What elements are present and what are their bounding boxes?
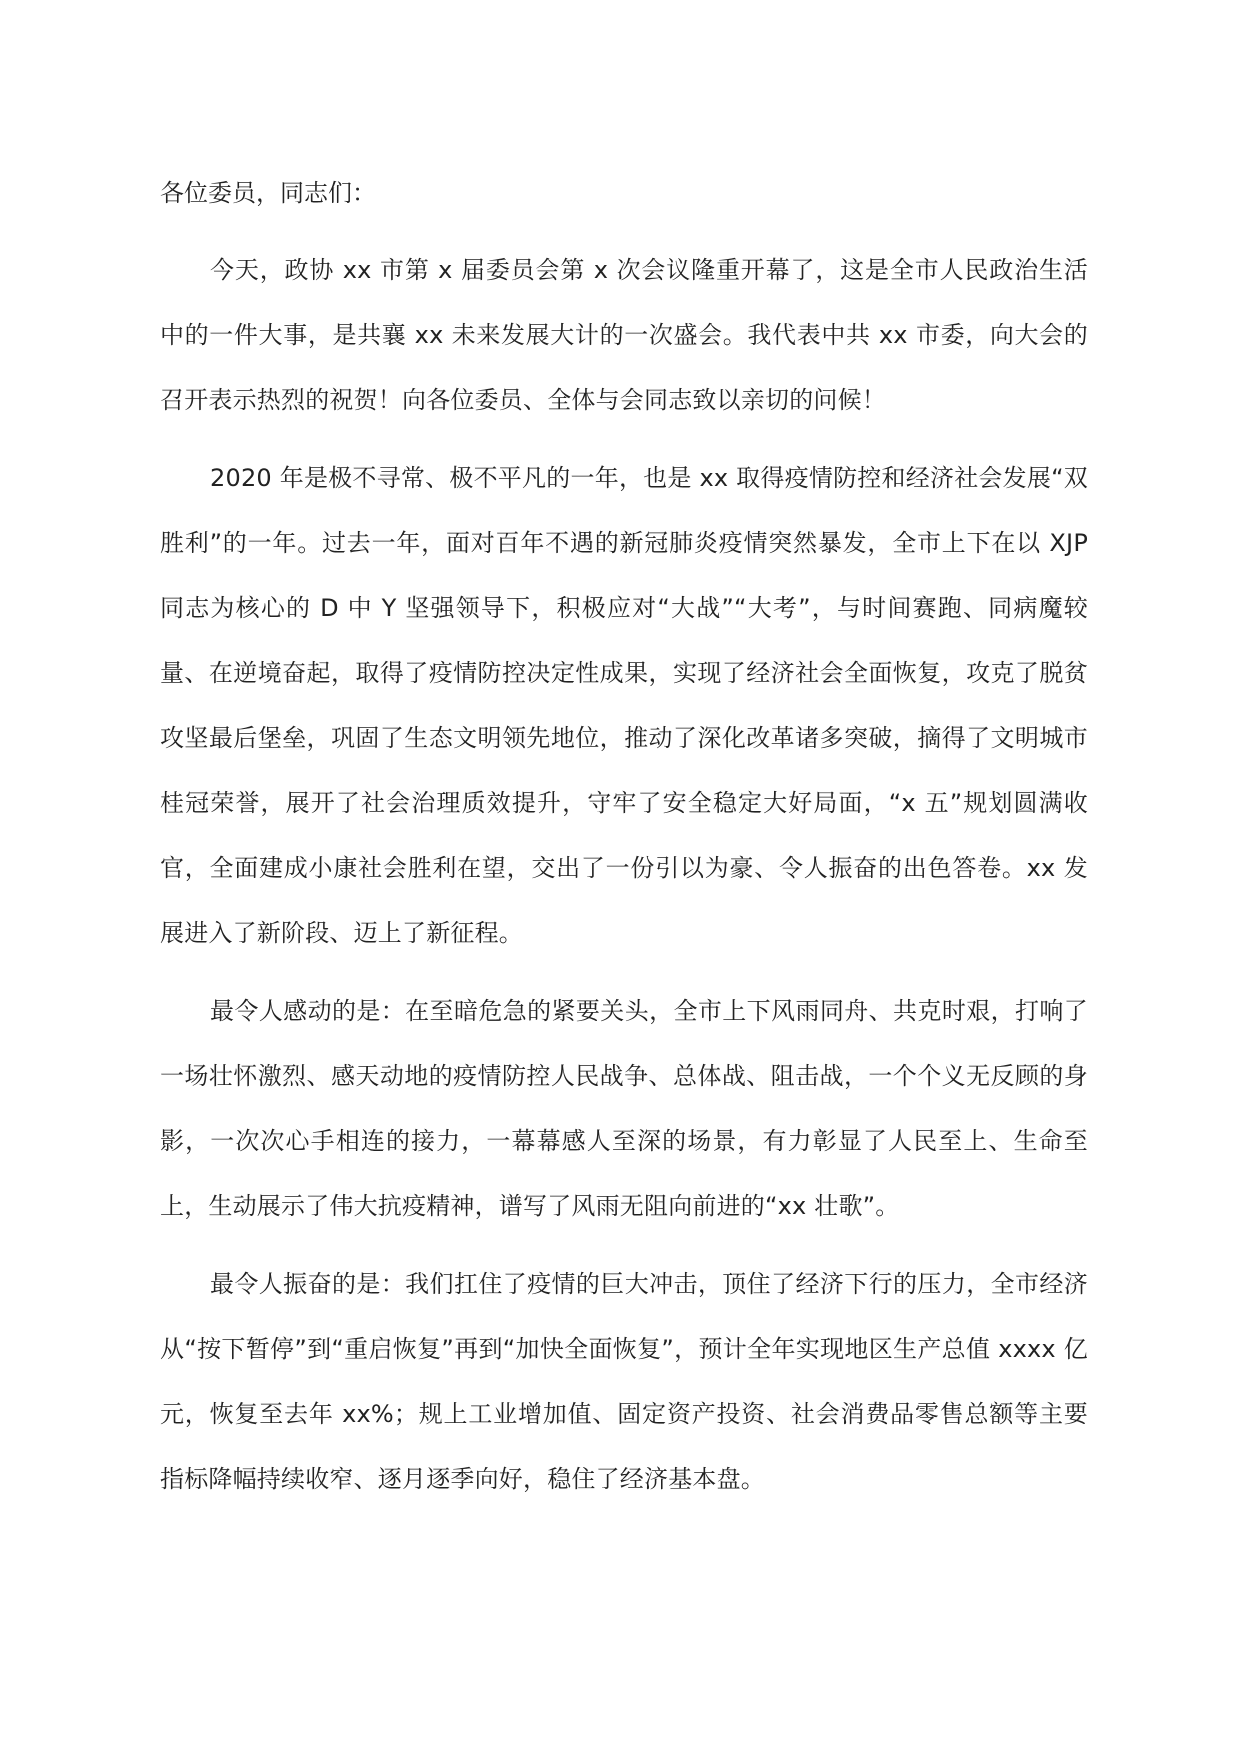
paragraph-opening: 今天，政协 xx 市第 x 届委员会第 x 次会议隆重开幕了，这是全市人民政治生活中的一件大事，是共襄 xx 未来发展大计的一次盛会。我代表中共 xx 市委，向大会的召开表示热烈的祝贺！向各位委员、全体与会同志致以亲切的问候！ [160,256,1088,414]
paragraph-2020-review: 2020 年是极不寻常、极不平凡的一年，也是 xx 取得疫情防控和经济社会发展“双胜利”的一年。过去一年，面对百年不遇的新冠肺炎疫情突然暴发，全市上下在以 XJP 同志为核心的 D 中 Y 坚强领导下，积极应对“大战”“大考”，与时间赛跑、同病魔较量、在逆境奋起，取得了疫情防控决定性成果，实现了经济社会全面恢复，攻克了脱贫攻坚最后堡垒，巩固了生态文明领先地位，推动了深化改革诸多突破，摘得了文明城市桂冠荣誉，展开了社会治理质效提升，守牢了安全稳定大好局面，“x 五”规划圆满收官，全面建成小康社会胜利在望，交出了一份引以为豪、令人振奋的出色答卷。xx 发展进入了新阶段、迈上了新征程。 [160,464,1088,947]
paragraph-most-inspiring: 最令人振奋的是：我们扛住了疫情的巨大冲击，顶住了经济下行的压力，全市经济从“按下暂停”到“重启恢复”再到“加快全面恢复”，预计全年实现地区生产总值 xxxx 亿元，恢复至去年 xx%；规上工业增加值、固定资产投资、社会消费品零售总额等主要指标降幅持续收窄、逐月逐季向好，稳住了经济基本盘。 [160,1270,1088,1493]
paragraph-most-moving: 最令人感动的是：在至暗危急的紧要关头，全市上下风雨同舟、共克时艰，打响了一场壮怀激烈、感天动地的疫情防控人民战争、总体战、阻击战，一个个义无反顾的身影，一次次心手相连的接力，一幕幕感人至深的场景，有力彰显了人民至上、生命至上，生动展示了伟大抗疫精神，谱写了风雨无阻向前进的“xx 壮歌”。 [160,997,1088,1220]
document-body [160,173,1088,1525]
salutation: 各位委员，同志们： [160,179,376,207]
